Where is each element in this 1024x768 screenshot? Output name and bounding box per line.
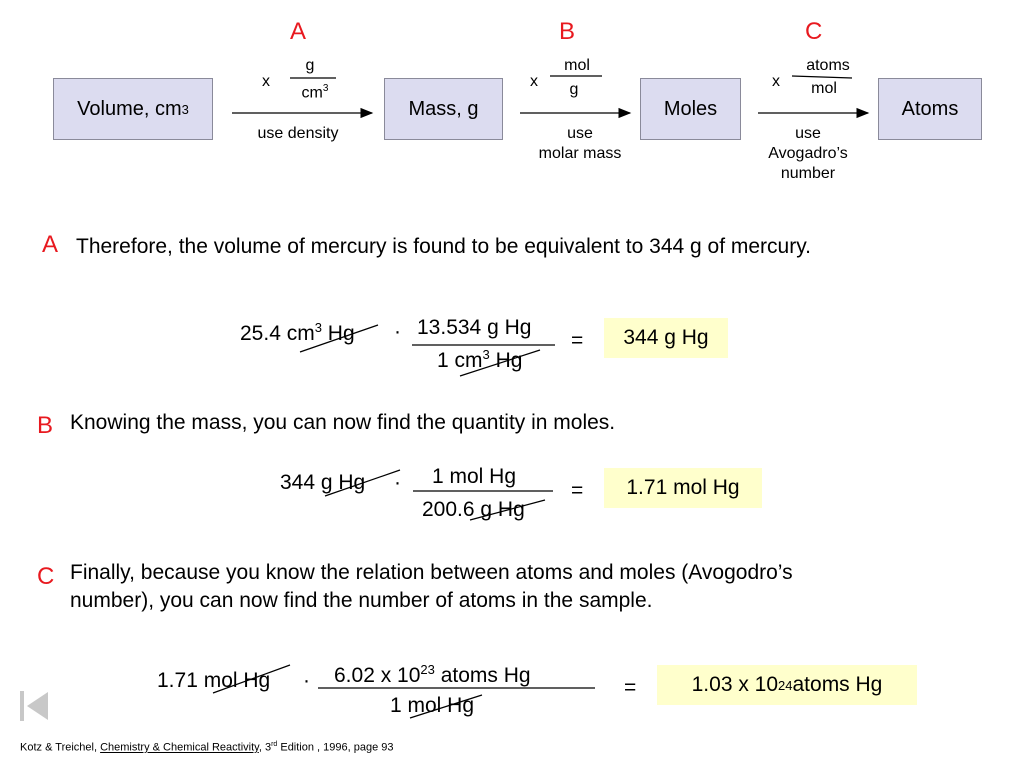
- eq-a-numerator: 13.534 g Hg: [417, 316, 532, 339]
- conv-a-caption: use density: [257, 125, 339, 142]
- atoms-box-label: Atoms: [901, 97, 959, 120]
- volume-box-sup: 3: [181, 101, 189, 117]
- first-slide-button[interactable]: [18, 690, 50, 722]
- eq-b-denominator: 200.6 g Hg: [422, 498, 525, 521]
- eq-a-dot: ·: [394, 320, 401, 343]
- eq-c-lhs: 1.71 mol Hg: [157, 669, 271, 692]
- eq-b-equals: =: [571, 479, 584, 502]
- step-label-a: A: [290, 18, 307, 45]
- skip-to-start-icon: [18, 690, 50, 722]
- section-a-text: Therefore, the volume of mercury is found to be equivalent to 344 g of mercury.: [76, 235, 811, 258]
- citation-book-link[interactable]: Chemistry & Chemical Reactivity: [100, 741, 259, 754]
- section-c-letter: C: [37, 563, 55, 590]
- eq-c-dot: ·: [303, 669, 310, 692]
- eq-c-denominator: 1 mol Hg: [390, 694, 475, 717]
- conv-b-caption: use molar mass: [538, 125, 622, 162]
- conv-b-denominator: g: [569, 81, 579, 98]
- citation-footer: Kotz & Treichel, Chemistry & Chemical Reactivity, 3rd Edition , 1996, page 93: [20, 741, 394, 754]
- eq-a-equals: =: [571, 329, 584, 352]
- section-c-text: Finally, because you know the relation between atoms and moles (Avogodro’s number), you can now find the number of atoms in the sample.: [70, 561, 793, 612]
- conv-c-multiply: x: [772, 73, 780, 90]
- step-label-c: C: [805, 18, 823, 45]
- conv-a-multiply: x: [262, 73, 270, 90]
- conv-a-denominator: $cm^3$: [301, 83, 329, 102]
- eq-c-equals: =: [624, 676, 637, 699]
- eq-a-lhs: 25.4 $cm^3$ Hg: [240, 320, 355, 345]
- section-b-text: Knowing the mass, you can now find the quantity in moles.: [70, 411, 616, 434]
- eq-b-dot: ·: [394, 471, 401, 494]
- step-label-b: B: [559, 18, 576, 45]
- eq-b-lhs: 344 g Hg: [280, 471, 366, 494]
- volume-box-label: Volume, cm: [77, 97, 182, 120]
- eq-a-result: 344 g Hg: [604, 318, 728, 358]
- eq-a-denominator: 1 $cm^3$ Hg: [437, 347, 523, 372]
- section-a-letter: A: [42, 231, 59, 258]
- conv-c-numerator: atoms: [806, 57, 850, 74]
- eq-c-result: 1.03 x 10 24 atoms Hg: [657, 665, 917, 705]
- conv-b-multiply: x: [530, 73, 538, 90]
- conv-c-fraction-bar: [792, 76, 852, 78]
- conv-b-numerator: mol: [564, 57, 590, 74]
- eq-b-result: 1.71 mol Hg: [604, 468, 762, 508]
- conv-a-numerator: g: [305, 57, 315, 74]
- mass-box-label: Mass, g: [408, 97, 479, 120]
- eq-c-numerator: 6.02 x $10^{23}$ atoms Hg: [334, 662, 531, 687]
- eq-b-numerator: 1 mol Hg: [432, 465, 517, 488]
- conv-c-caption: use Avogadro’s number: [768, 125, 848, 182]
- conv-c-denominator: mol: [811, 80, 837, 97]
- section-b-letter: B: [37, 412, 54, 439]
- moles-box-label: Moles: [663, 97, 718, 120]
